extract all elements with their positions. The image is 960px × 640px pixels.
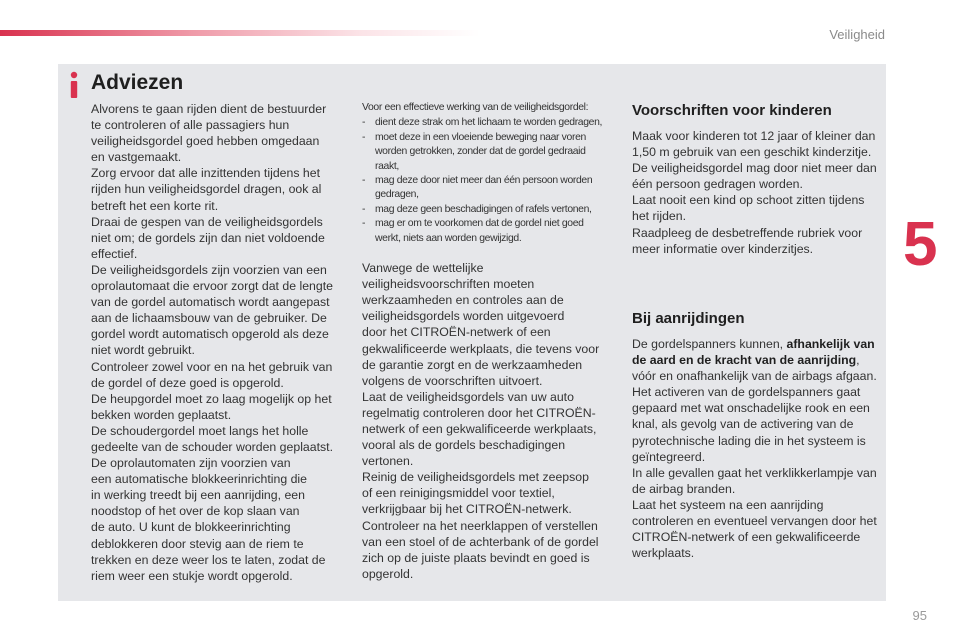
advice-column-2	[362, 101, 612, 582]
regulations-paragraph: Vanwege de wettelijke veiligheidsvoorschriften moeten werkzaamheden en controles aan de veiligheidsgordels worden uitgevoerd door het CITROËN-netwerk of een gekwalificeerde werkplaats, die tevens voor de garantie zorgt en de werkzaamheden volgens de voorschriften uitvoert. Laat de veiligheidsgordels van uw auto regelmatig controleren door het CITROËN- netwerk of een gekwalificeerde werkplaats, vooral als de gordels beschadigingen vertonen. Reinig de veiligheidsgordels met zeepsop of een reinigingsmiddel voor textiel, verkrijgbaar bij het CITROËN-netwerk. Controleer na het neerklappen of verstellen van een stoel of de achterbank of de gordel zich op de juiste plaats bevindt en goed is opgerold.	[362, 261, 600, 581]
panel-title: Adviezen	[91, 71, 184, 94]
collisions-title: Bij aanrijdingen	[632, 310, 745, 327]
list-item: - mag deze geen beschadigingen of rafels vertonen,	[362, 203, 592, 215]
collisions-section	[632, 310, 884, 561]
section-label: Veiligheid	[829, 27, 885, 42]
list-lead: Voor een effectieve werking van de veiligheidsgordel:	[362, 102, 589, 113]
children-title: Voorschriften voor kinderen	[632, 102, 832, 119]
list-item: - moet deze in een vloeiende beweging naar voren worden getrokken, zonder dat de gordel gedraaid raakt,	[362, 131, 586, 172]
collisions-text: De gordelspanners kunnen, afhankelijk van de aard en de kracht van de aanrijding, vóór en onafhankelijk van de airbags afgaan. Het activeren van de gordelspanners gaat gepaard met wat onschadelijke rook en een knal, als gevolg van de activering van de pyrotechnische lading die in het systeem is geïntegreerd. In alle gevallen gaat het verklikkerlampje van de airbag branden. Laat het systeem na een aanrijding controleren en eventueel vervangen door het CITROËN-netwerk of een gekwalificeerde werkplaats.	[632, 337, 877, 561]
advice-column-1: Alvorens te gaan rijden dient de bestuurder te controleren of alle passagiers hun veiligheidsgordel goed hebben omgedaan en vastgemaakt. Zorg ervoor dat alle inzittenden tijdens het rijden hun veiligheidsgordel dragen, ook al betreft het een korte rit. Draai de gespen van de veiligheidsgordels niet om; de gordels zijn dan niet voldoende effectief. De veiligheidsgordels zijn voorzien van een oprolautomaat die ervoor zorgt dat de lengte van de gordel automatisch wordt aangepast aan de lichaamsbouw van de gebruiker. De gordel wordt automatisch opgerold als deze niet wordt gebruikt. Controleer zowel voor en na het gebruik van de gordel of deze goed is opgerold. De heupgordel moet zo laag mogelijk op het bekken worden geplaatst. De schoudergordel moet langs het holle gedeelte van de schouder worden geplaatst. De oprolautomaten zijn voorzien van een automatische blokkeerinrichting die in werking treedt bij een aanrijding, een noodstop of het over de kop slaan van de auto. U kunt de blokkeerinrichting deblokkeren door stevig aan de riem te trekken en deze weer los te laten, zodat de riem weer een stukje wordt opgerold.	[91, 102, 334, 583]
info-icon	[64, 71, 84, 99]
children-section	[632, 102, 882, 257]
children-text: Maak voor kinderen tot 12 jaar of kleiner dan 1,50 m gebruik van een geschikt kinderzitje. De veiligheidsgordel mag door niet meer dan één persoon gedragen worden. Laat nooit een kind op schoot zitten tijdens het rijden. Raadpleeg de desbetreffende rubriek voor meer informatie over kinderzitjes.	[632, 129, 877, 256]
chapter-number: 5	[903, 210, 938, 279]
collisions-emphasis: afhankelijk van de aard en de kracht van de aanrijding	[632, 337, 875, 368]
header-accent-bar	[0, 30, 480, 36]
effectiveness-list	[362, 101, 612, 246]
list-item: - mag er om te voorkomen dat de gordel niet goed werkt, niets aan worden gewijzigd.	[362, 218, 584, 244]
list-item: - dient deze strak om het lichaam te worden gedragen,	[362, 117, 603, 129]
list-item: - mag deze door niet meer dan één persoon worden gedragen,	[362, 175, 593, 201]
page-number: 95	[912, 608, 927, 623]
